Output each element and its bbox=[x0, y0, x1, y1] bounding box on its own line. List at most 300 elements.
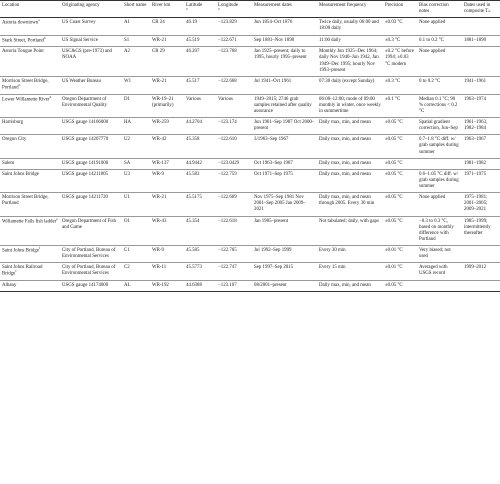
precision-cell bbox=[383, 35, 417, 47]
precision-cell-text: ±0.1 °C bbox=[385, 96, 401, 102]
table-row bbox=[0, 118, 500, 135]
latitude-cell-text: 44.6388 bbox=[186, 283, 202, 289]
table-body bbox=[0, 18, 500, 292]
location-cell bbox=[0, 35, 60, 47]
location-cell-text: Saint Johns Bridge bbox=[2, 171, 39, 177]
dates-cell-text: Jul 1992–Sep 1999 bbox=[254, 248, 292, 253]
agency-cell-text: USGS gauge 14211720 bbox=[62, 195, 109, 201]
composite-cell bbox=[462, 263, 500, 281]
dates-cell bbox=[252, 193, 317, 216]
latitude-cell-text: 44.2704 bbox=[186, 120, 202, 125]
location-cell-text: Lower Willamette River bbox=[2, 97, 50, 103]
latitude-cell bbox=[184, 169, 216, 192]
river-km-cell bbox=[150, 193, 184, 216]
column-header-label: Originating agency bbox=[62, 3, 100, 8]
precision-cell-text: ±0.05 °C bbox=[385, 120, 403, 125]
precision-cell-text: ±0.05 °C bbox=[385, 195, 403, 201]
composite-cell bbox=[462, 169, 500, 192]
precision-cell-text: ±0.01 °C bbox=[385, 265, 403, 271]
latitude-cell bbox=[184, 263, 216, 281]
frequency-cell bbox=[317, 281, 383, 292]
composite-cell-text: 1981–1982 bbox=[464, 160, 487, 166]
header-row bbox=[0, 1, 500, 18]
precision-cell bbox=[383, 18, 417, 35]
agency-cell-text: USGS gauge 14174000 bbox=[62, 283, 109, 289]
table-header bbox=[0, 1, 500, 18]
short-name-cell-text: D1 bbox=[124, 96, 130, 102]
frequency-cell bbox=[317, 246, 383, 263]
river-km-cell bbox=[150, 18, 184, 35]
column-header-label: Short name bbox=[124, 3, 147, 8]
table-row bbox=[0, 35, 500, 47]
composite-cell bbox=[462, 158, 500, 169]
location-cell-text: Morrison Street Bridge, Portland bbox=[2, 195, 49, 207]
dates-cell-text: Jan 1985–present bbox=[254, 218, 289, 224]
table-row bbox=[0, 216, 500, 246]
bias-cell bbox=[417, 47, 462, 77]
bias-cell bbox=[417, 216, 462, 246]
column-header-note: ° bbox=[186, 9, 188, 15]
bias-cell-text: None applied bbox=[419, 49, 446, 55]
precision-cell-text: ±0.05 °C bbox=[385, 160, 403, 166]
column-header bbox=[383, 1, 417, 18]
agency-cell bbox=[60, 158, 122, 169]
location-cell-text: Salem bbox=[2, 160, 15, 166]
table-row bbox=[0, 246, 500, 263]
location-cell bbox=[0, 135, 60, 158]
column-header bbox=[252, 1, 317, 18]
bias-cell bbox=[417, 246, 462, 263]
frequency-cell bbox=[317, 94, 383, 117]
frequency-cell bbox=[317, 216, 383, 246]
column-header-label: Bias correction notes bbox=[419, 3, 449, 15]
agency-cell bbox=[60, 193, 122, 216]
latitude-cell bbox=[184, 193, 216, 216]
short-name-cell bbox=[122, 216, 150, 246]
agency-cell bbox=[60, 47, 122, 77]
latitude-cell bbox=[184, 94, 216, 117]
short-name-cell-text: S1 bbox=[124, 37, 130, 43]
frequency-cell bbox=[317, 193, 383, 216]
location-cell-text: Albany bbox=[2, 283, 17, 289]
precision-cell bbox=[383, 94, 417, 117]
precision-cell-text: ±0.3 °C bbox=[385, 37, 401, 43]
short-name-cell bbox=[122, 246, 150, 263]
precision-cell bbox=[383, 263, 417, 281]
latitude-cell bbox=[184, 76, 216, 94]
longitude-cell-text: −122.765 bbox=[218, 248, 237, 253]
longitude-cell-text: −122.747 bbox=[218, 265, 237, 271]
location-cell bbox=[0, 169, 60, 192]
composite-cell-text: 1881–1890 bbox=[464, 37, 487, 43]
dates-cell-text: Sep 1881–Nov 1890 bbox=[254, 37, 295, 43]
frequency-cell bbox=[317, 169, 383, 192]
location-cell-text: Astoria Tongue Point bbox=[2, 49, 44, 55]
table-row bbox=[0, 281, 500, 292]
composite-cell bbox=[462, 281, 500, 292]
latitude-cell bbox=[184, 47, 216, 77]
latitude-cell bbox=[184, 35, 216, 47]
column-header-label: Precision bbox=[385, 3, 404, 8]
short-name-cell bbox=[122, 158, 150, 169]
river-km-cell bbox=[150, 263, 184, 281]
location-cell-text: Stark Street, Portland bbox=[2, 38, 44, 44]
bias-cell bbox=[417, 135, 462, 158]
agency-cell bbox=[60, 216, 122, 246]
column-header-label: Location bbox=[2, 3, 20, 8]
location-cell-text: Saint Johns Bridge bbox=[2, 248, 39, 254]
longitude-cell bbox=[216, 169, 252, 192]
latitude-cell bbox=[184, 118, 216, 135]
precision-cell bbox=[383, 281, 417, 292]
location-cell bbox=[0, 158, 60, 169]
latitude-cell-text: 45.517 bbox=[186, 78, 200, 84]
dates-cell bbox=[252, 216, 317, 246]
table-row bbox=[0, 169, 500, 192]
precision-cell bbox=[383, 47, 417, 77]
precision-cell bbox=[383, 76, 417, 94]
short-name-cell-text: C1 bbox=[124, 248, 130, 253]
column-header bbox=[417, 1, 462, 18]
longitude-cell bbox=[216, 263, 252, 281]
short-name-cell bbox=[122, 118, 150, 135]
location-cell bbox=[0, 193, 60, 216]
agency-cell bbox=[60, 169, 122, 192]
river-km-cell bbox=[150, 35, 184, 47]
precision-cell-text: ±0.05 °C bbox=[385, 171, 403, 177]
latitude-cell bbox=[184, 216, 216, 246]
agency-cell bbox=[60, 35, 122, 47]
frequency-cell-text: Daily max, min, and mean bbox=[319, 160, 371, 166]
agency-cell-text: USGS gauge 14207770 bbox=[62, 137, 109, 143]
dates-cell bbox=[252, 135, 317, 158]
river-km-cell-text: CR 24 bbox=[152, 20, 165, 26]
frequency-cell-text: Daily max, min, and mean through 2005. Every 30 min bbox=[319, 195, 375, 207]
location-cell bbox=[0, 246, 60, 263]
bias-cell bbox=[417, 94, 462, 117]
column-header bbox=[0, 1, 60, 18]
latitude-cell bbox=[184, 246, 216, 263]
river-km-cell bbox=[150, 76, 184, 94]
river-km-cell bbox=[150, 47, 184, 77]
frequency-cell-text: 06:00–12:00; mode of 09:00 monthly in winter, once weekly in summertime bbox=[319, 96, 381, 114]
short-name-cell bbox=[122, 135, 150, 158]
short-name-cell-text: U3 bbox=[124, 171, 130, 177]
agency-cell bbox=[60, 18, 122, 35]
short-name-cell bbox=[122, 94, 150, 117]
river-km-cell bbox=[150, 169, 184, 192]
longitude-cell bbox=[216, 246, 252, 263]
river-km-cell bbox=[150, 135, 184, 158]
river-km-cell-text: WR-43 bbox=[152, 218, 167, 224]
precision-cell bbox=[383, 158, 417, 169]
longitude-cell-text: −123.768 bbox=[218, 49, 237, 55]
latitude-cell-text: 46.19 bbox=[186, 20, 198, 26]
location-cell bbox=[0, 18, 60, 35]
short-name-cell-text: C2 bbox=[124, 265, 130, 271]
bias-cell-text: Spatial gradient correction, Jun–Sep bbox=[419, 120, 458, 132]
frequency-cell bbox=[317, 47, 383, 77]
frequency-cell-text: Daily max, min, and mean bbox=[319, 120, 371, 125]
longitude-cell bbox=[216, 18, 252, 35]
table-row bbox=[0, 263, 500, 281]
column-header-label: Measurement frequency bbox=[319, 3, 367, 8]
agency-cell bbox=[60, 263, 122, 281]
dates-cell-text: Nov 1975–Sep 1981 Nov 2001–Sep 2005 Jan 2009–2021 bbox=[254, 195, 306, 213]
longitude-cell-text: −123.829 bbox=[218, 20, 237, 26]
bias-cell bbox=[417, 35, 462, 47]
short-name-cell-text: U1 bbox=[124, 195, 130, 201]
column-header bbox=[150, 1, 184, 18]
river-km-cell-text: WR-42 bbox=[152, 137, 167, 143]
frequency-cell-text: Monthly Jun 1925–Dec 1964; daily Nov 1940–Jun 1942, Jan 1949–Dec 1995; hourly Nov 1993–present bbox=[319, 49, 379, 73]
river-km-cell-text: WR-19–21 (primarily) bbox=[152, 96, 174, 108]
column-header-note: ° bbox=[218, 9, 220, 15]
frequency-cell bbox=[317, 76, 383, 94]
frequency-cell-text: Daily max, min, and mean bbox=[319, 171, 371, 177]
frequency-cell bbox=[317, 263, 383, 281]
dates-cell-text: 1949–2015; 2746 grab samples retained after quality assurance bbox=[254, 96, 312, 114]
dates-cell bbox=[252, 158, 317, 169]
precision-cell-text: ±0.3 °C bbox=[385, 78, 401, 84]
agency-cell bbox=[60, 281, 122, 292]
latitude-cell-text: 44.9442 bbox=[186, 160, 202, 166]
footnote-marker: f bbox=[38, 246, 41, 250]
dates-cell bbox=[252, 118, 317, 135]
column-header-label: Longitude bbox=[218, 3, 239, 8]
short-name-cell bbox=[122, 263, 150, 281]
bias-cell-text: 0.1 to 0.2 °C bbox=[419, 37, 444, 43]
dates-cell-text: Jul 1941–Oct 1961 bbox=[254, 78, 292, 84]
frequency-cell bbox=[317, 135, 383, 158]
table-row bbox=[0, 47, 500, 77]
footnote-marker: e bbox=[56, 216, 58, 221]
agency-cell bbox=[60, 94, 122, 117]
longitude-cell bbox=[216, 76, 252, 94]
short-name-cell-text: A2 bbox=[124, 49, 130, 55]
location-cell bbox=[0, 94, 60, 117]
table-row bbox=[0, 76, 500, 94]
longitude-cell-text: −122.618 bbox=[218, 218, 237, 224]
dates-cell bbox=[252, 246, 317, 263]
dates-cell-text: Oct 1963–Sep 1987 bbox=[254, 160, 293, 166]
composite-cell bbox=[462, 193, 500, 216]
short-name-cell bbox=[122, 281, 150, 292]
composite-cell-text: 1963–1974 bbox=[464, 96, 487, 102]
composite-cell bbox=[462, 35, 500, 47]
river-km-cell-text: WR-11 bbox=[152, 265, 167, 271]
bias-cell-text: 0 to 0.2 °C bbox=[419, 78, 441, 84]
bias-cell-text: Averaged with USGS record bbox=[419, 265, 448, 277]
agency-cell-text: Oregon Department of Environmental Quality bbox=[62, 96, 107, 108]
frequency-cell-text: Every 30 min bbox=[319, 248, 346, 253]
longitude-cell-text: −123.107 bbox=[218, 283, 237, 289]
longitude-cell bbox=[216, 158, 252, 169]
agency-cell bbox=[60, 76, 122, 94]
footnote-marker: d bbox=[49, 94, 52, 99]
dates-cell bbox=[252, 169, 317, 192]
location-cell bbox=[0, 216, 60, 246]
composite-cell bbox=[462, 18, 500, 35]
footnote-marker: b bbox=[18, 82, 21, 87]
frequency-cell-text: 11:00 daily bbox=[319, 37, 341, 43]
river-km-cell-text: WR-137 bbox=[152, 160, 169, 166]
frequency-cell-text: Daily max, min, and mean bbox=[319, 137, 371, 143]
composite-cell-text: 1963–1967 bbox=[464, 137, 487, 143]
agency-cell bbox=[60, 246, 122, 263]
bias-cell-text: None applied bbox=[419, 20, 446, 26]
river-km-cell bbox=[150, 281, 184, 292]
longitude-cell-text: −123.0429 bbox=[218, 160, 240, 166]
river-km-cell-text: WR-21 bbox=[152, 78, 167, 84]
latitude-cell bbox=[184, 281, 216, 292]
column-header-label: Latitude bbox=[186, 3, 203, 8]
precision-cell-text: ±0.03 °C bbox=[385, 20, 403, 26]
composite-cell bbox=[462, 135, 500, 158]
agency-cell-text: US Signal Service bbox=[62, 37, 98, 43]
composite-cell-text: 1971–1975 bbox=[464, 171, 487, 177]
short-name-cell-text: HA bbox=[124, 120, 132, 125]
short-name-cell-text: SA bbox=[124, 160, 131, 166]
river-km-cell bbox=[150, 216, 184, 246]
footnote-marker: f bbox=[15, 269, 17, 274]
dates-cell-text: Sep 1997–Sep 2015 bbox=[254, 265, 294, 271]
table-row bbox=[0, 158, 500, 169]
latitude-cell-text: 45.583 bbox=[186, 171, 200, 177]
dates-cell bbox=[252, 47, 317, 77]
short-name-cell bbox=[122, 35, 150, 47]
latitude-cell-text: 46.207 bbox=[186, 49, 200, 55]
agency-cell-text: City of Portland, Bureau of Environmental Services bbox=[62, 265, 116, 277]
column-header-note: w bbox=[488, 9, 491, 14]
bias-cell-text: Very biased; not used bbox=[419, 248, 451, 260]
column-header-label: River km bbox=[152, 3, 171, 8]
latitude-cell-text: 45.519 bbox=[186, 37, 200, 43]
agency-cell-text: USGS gauge 14211805 bbox=[62, 171, 109, 177]
frequency-cell-text: Every 15 min bbox=[319, 265, 346, 271]
precision-cell-text: ±0.05 °C bbox=[385, 283, 403, 289]
frequency-cell bbox=[317, 18, 383, 35]
composite-cell bbox=[462, 246, 500, 263]
longitude-cell bbox=[216, 193, 252, 216]
bias-cell-text: None applied bbox=[419, 195, 446, 201]
column-header bbox=[216, 1, 252, 18]
longitude-cell bbox=[216, 281, 252, 292]
bias-cell bbox=[417, 281, 462, 292]
precision-cell bbox=[383, 169, 417, 192]
bias-cell bbox=[417, 169, 462, 192]
frequency-cell-text: Daily max, min, and mean bbox=[319, 283, 371, 289]
longitude-cell-text: −122.610 bbox=[218, 137, 237, 143]
river-km-cell bbox=[150, 94, 184, 117]
precision-cell bbox=[383, 216, 417, 246]
bias-cell bbox=[417, 158, 462, 169]
river-km-cell-text: WR-192 bbox=[152, 283, 169, 289]
column-header-label: Dates used in composite T bbox=[464, 3, 491, 15]
latitude-cell bbox=[184, 158, 216, 169]
agency-cell-text: US Coast Survey bbox=[62, 20, 96, 26]
precision-cell bbox=[383, 135, 417, 158]
river-km-cell-text: WR-9 bbox=[152, 248, 164, 253]
composite-cell-text: 1975–1981; 2001–2005; 2009–2021 bbox=[464, 195, 488, 213]
footnote-marker: a bbox=[38, 18, 40, 23]
precision-cell-text: ±0.05 °C bbox=[385, 137, 403, 143]
short-name-cell bbox=[122, 18, 150, 35]
composite-cell bbox=[462, 216, 500, 246]
dates-cell bbox=[252, 35, 317, 47]
bias-cell-text: Median 0.1 °C; 90 % corrections < 0.2 °C bbox=[419, 96, 458, 114]
footnote-marker: b bbox=[43, 35, 46, 40]
latitude-cell bbox=[184, 135, 216, 158]
dates-cell-text: Jun 1854–Oct 1876 bbox=[254, 20, 293, 26]
precision-cell bbox=[383, 193, 417, 216]
short-name-cell bbox=[122, 193, 150, 216]
short-name-cell-text: W1 bbox=[124, 78, 132, 84]
longitude-cell bbox=[216, 35, 252, 47]
table-row bbox=[0, 135, 500, 158]
table-row bbox=[0, 94, 500, 117]
longitude-cell bbox=[216, 135, 252, 158]
column-header bbox=[462, 1, 500, 18]
precision-cell-text: ±0.01 °C bbox=[385, 248, 403, 253]
frequency-cell-text: Twice daily, usually 06:00 and 18:00 daily bbox=[319, 20, 379, 32]
location-cell-text: Astoria downtown bbox=[2, 20, 39, 26]
location-cell-text: Oregon City bbox=[2, 137, 27, 143]
location-cell bbox=[0, 263, 60, 281]
longitude-cell-text: −122.669 bbox=[218, 195, 237, 201]
latitude-cell-text: 45.354 bbox=[186, 218, 200, 224]
frequency-cell bbox=[317, 158, 383, 169]
precision-cell bbox=[383, 246, 417, 263]
composite-cell bbox=[462, 118, 500, 135]
location-cell bbox=[0, 281, 60, 292]
composite-cell-text: 1999–2012 bbox=[464, 265, 487, 271]
dates-cell-text: Jun 1961–Sep 1987 Oct 2000–present bbox=[254, 120, 315, 132]
river-km-cell-text: CR 29 bbox=[152, 49, 165, 55]
composite-cell bbox=[462, 94, 500, 117]
short-name-cell-text: U2 bbox=[124, 137, 130, 143]
frequency-cell bbox=[317, 35, 383, 47]
longitude-cell bbox=[216, 47, 252, 77]
frequency-cell-text: 07:30 daily (except Sunday) bbox=[319, 78, 375, 84]
latitude-cell-text: 45.5175 bbox=[186, 195, 202, 201]
column-header bbox=[317, 1, 383, 18]
agency-cell-text: USGS gauge 14191000 bbox=[62, 160, 109, 166]
column-header bbox=[184, 1, 216, 18]
short-name-cell-text: O1 bbox=[124, 218, 130, 224]
bias-cell-text: 0.6–1.05 °C diff. w/ grab samples during summer bbox=[419, 171, 459, 189]
location-cell-text: Willamette Falls fish ladder bbox=[2, 219, 57, 225]
precision-cell bbox=[383, 118, 417, 135]
column-header-label: Measurement dates bbox=[254, 3, 292, 8]
latitude-cell-text: 45.585 bbox=[186, 248, 200, 253]
location-cell-text: Harrisburg bbox=[2, 120, 24, 125]
river-km-cell bbox=[150, 246, 184, 263]
bias-cell bbox=[417, 76, 462, 94]
location-cell-text: Saint Johns Railroad Bridge bbox=[2, 265, 43, 277]
bias-cell-text: −0.3 to 0.3 °C, based on monthly difference with Portland bbox=[419, 218, 454, 242]
bias-cell bbox=[417, 18, 462, 35]
table-row bbox=[0, 18, 500, 35]
short-name-cell bbox=[122, 169, 150, 192]
bias-cell bbox=[417, 263, 462, 281]
column-header bbox=[122, 1, 150, 18]
river-km-cell bbox=[150, 118, 184, 135]
location-cell-text: Morrison Street Bridge, Portland bbox=[2, 78, 49, 91]
short-name-cell bbox=[122, 76, 150, 94]
location-cell bbox=[0, 118, 60, 135]
dates-cell-text: 08/2001–present bbox=[254, 283, 287, 289]
